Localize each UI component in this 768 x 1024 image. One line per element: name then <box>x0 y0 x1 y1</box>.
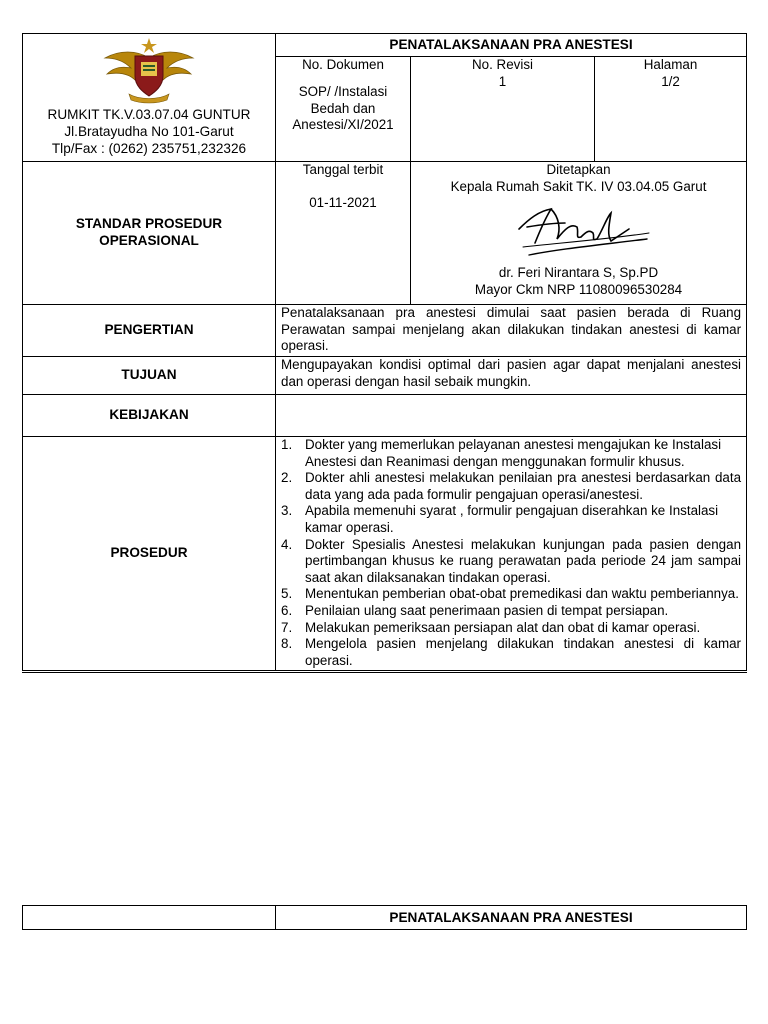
kebijakan-label: KEBIJAKAN <box>23 395 276 437</box>
sop-table <box>22 33 747 673</box>
procedure-step-text: Menentukan pemberian obat-obat premedikasi dan waktu pemberiannya. <box>305 586 739 602</box>
procedure-step-number: 2. <box>281 470 293 486</box>
tujuan-label: TUJUAN <box>23 357 276 395</box>
hospital-header-cell <box>23 34 276 162</box>
approval-title: Kepala Rumah Sakit TK. IV 03.04.05 Garut <box>450 178 707 194</box>
issued-date: 01-11-2021 <box>309 194 377 210</box>
doc-number-label: No. Dokumen <box>302 57 384 73</box>
issued-label: Tanggal terbit <box>302 162 384 177</box>
revision-cell <box>411 57 595 162</box>
approval-cell <box>411 162 747 305</box>
procedure-step <box>281 586 741 603</box>
signer-rank: Mayor Ckm NRP 11080096530284 <box>474 281 683 297</box>
procedure-step-number: 1. <box>281 437 293 452</box>
next-page-header <box>22 905 747 930</box>
issued-cell <box>276 162 411 305</box>
procedure-step-number: 4. <box>281 536 293 552</box>
doc-number-value: SOP/ /Instalasi Bedah dan Anestesi/XI/2021 <box>292 83 394 133</box>
kebijakan-text <box>276 395 747 437</box>
revision-value: 1 <box>498 73 507 89</box>
procedure-step-number: 8. <box>281 636 293 652</box>
signer-name: dr. Feri Nirantara S, Sp.PD <box>498 265 659 281</box>
hospital-name: RUMKIT TK.V.03.07.04 GUNTUR <box>47 107 251 122</box>
procedure-step-text: Dokter yang memerlukan pelayanan anestesi mengajukan ke Instalasi <box>305 437 722 452</box>
page-cell <box>595 57 747 162</box>
page-value: 1/2 <box>661 73 680 89</box>
procedure-step <box>281 603 741 620</box>
procedure-step-text: kamar operasi. <box>305 519 394 535</box>
sop-label: STANDAR PROSEDUR OPERASIONAL <box>23 162 276 305</box>
procedure-step <box>281 503 741 536</box>
pengertian-label: PENGERTIAN <box>23 305 276 357</box>
hospital-address: Jl.Bratayudha No 101-Garut <box>64 124 234 139</box>
procedure-step-number: 3. <box>281 503 293 519</box>
page-label: Halaman <box>643 57 698 73</box>
doc-number-cell <box>276 57 411 162</box>
procedure-step <box>281 620 741 637</box>
tujuan-text: Mengupayakan kondisi optimal dari pasien agar dapat menjalani anestesi dan operasi dengan hasil sebaik mungkin. <box>276 357 747 395</box>
procedure-steps <box>281 437 741 669</box>
procedure-step-number: 5. <box>281 586 293 602</box>
procedure-step-text: Dokter ahli anestesi melakukan penilaian pra anestesi berdasarkan data data yang ada pada formulir pengajuan operasi/anestesi. <box>305 470 742 502</box>
procedure-step-text: Dokter Spesialis Anestesi melakukan kunjungan pada pasien dengan pertimbangan khusus ke ruang perawatan pada periode 24 jam sampai saat akan dilaksanakan tindakan operasi. <box>305 536 742 585</box>
document-title: PENATALAKSANAAN PRA ANESTESI <box>276 34 747 57</box>
prosedur-label: PROSEDUR <box>23 437 276 672</box>
approval-set-by: Ditetapkan <box>546 162 611 177</box>
procedure-step-text: Apabila memenuhi syarat , formulir pengajuan diserahkan ke Instalasi <box>305 503 719 519</box>
revision-label: No. Revisi <box>471 57 534 73</box>
procedure-step-number: 7. <box>281 619 293 635</box>
hospital-logo <box>25 34 273 104</box>
procedure-step-text: Penilaian ulang saat penerimaan pasien di tempat persiapan. <box>305 602 669 618</box>
signature-image <box>499 199 659 263</box>
procedure-step-text: Melakukan pemeriksaan persiapan alat dan obat di kamar operasi. <box>305 619 701 635</box>
prosedur-content <box>276 437 747 672</box>
procedure-step <box>281 636 741 669</box>
procedure-step <box>281 537 741 587</box>
hospital-phone: Tlp/Fax : (0262) 235751,232326 <box>51 141 247 156</box>
next-page-title: PENATALAKSANAAN PRA ANESTESI <box>276 906 747 930</box>
procedure-step <box>281 437 741 470</box>
procedure-step-text: Anestesi dan Reanimasi dengan menggunakan formulir khusus. <box>305 453 685 469</box>
pengertian-text: Penatalaksanaan pra anestesi dimulai saat pasien berada di Ruang Perawatan sampai menjelang akan dilakukan tindakan anestesi di kamar operasi. <box>276 305 747 357</box>
procedure-step-number: 6. <box>281 602 293 618</box>
procedure-step-text: Mengelola pasien menjelang dilakukan tindakan anestesi di kamar operasi. <box>305 636 742 668</box>
next-page-logo-cell <box>23 906 276 930</box>
procedure-step <box>281 470 741 503</box>
